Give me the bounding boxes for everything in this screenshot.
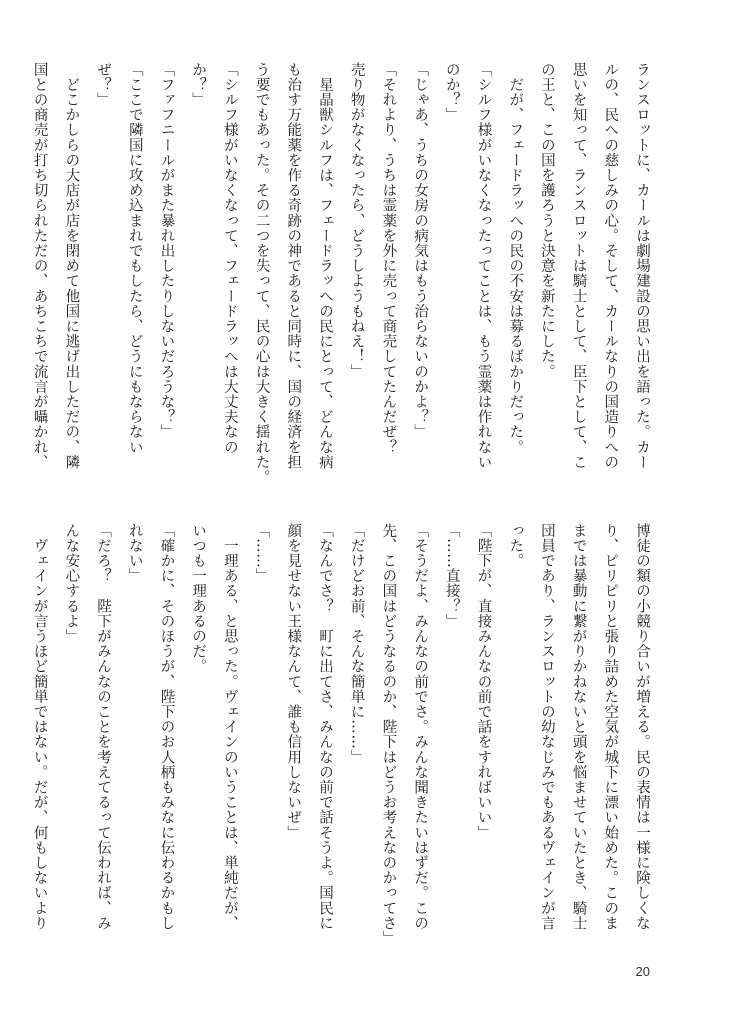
text-line: いつも一理あるのだ。: [190, 523, 207, 674]
text-line: 先、この国はどうなるのか、陛下はどうお考えなのかってさ」: [380, 523, 397, 946]
text-line: 博徒の類の小競り合いが増える。民の表情は一様に険しくな: [634, 523, 650, 931]
text-line: 「だけどお前、そんな簡単に……」: [348, 523, 365, 765]
text-line: 「ファフニールがまた暴れ出したりしないだろうな？」: [158, 62, 175, 440]
text-line: った。: [507, 523, 524, 569]
text-line: ヴェインが言うほど簡単ではない。だが、何もしないより: [31, 523, 48, 931]
text-line: ランスロットに、カールは劇場建設の思い出を語った。カー: [634, 62, 650, 470]
text-line: どこかしらの大店が店を閉めて他国に逃げ出しただの、隣: [63, 62, 80, 470]
text-line: 団員であり、ランスロットの幼なじみでもあるヴェインが言: [538, 523, 555, 931]
text-line: までは暴動に繋がりかねないと頭を悩ませていたとき、騎士: [570, 523, 587, 931]
text-line: 国との商売が打ち切られただの、あちこちで流言が囁かれ、: [31, 62, 48, 470]
text-line: 「シルフ様がいなくなって、フェードラッへは大丈夫なの: [221, 62, 238, 455]
text-line: だが、フェードラッへの民の不安は募るばかりだった。: [507, 62, 524, 455]
text-line: う要でもあった。その二つを失って、民の心は大きく揺れた。: [253, 62, 270, 485]
upper-text-block: [31, 62, 657, 492]
text-line: ぜ？」: [95, 62, 112, 108]
page-number: 20: [635, 964, 650, 979]
text-line: ルの、民への慈しみの心。そして、カールなりの国造りへの: [602, 62, 619, 470]
text-line: 売り物がなくなったら、どうしようもねえ！」: [348, 62, 365, 380]
lower-text-block: [31, 523, 657, 953]
text-line: 「ここで隣国に攻め込まれでもしたら、どうにもならない: [126, 62, 143, 455]
text-line: 「そうだよ、みんなの前でさ。みんな聞きたいはずだ。この: [412, 523, 429, 931]
text-line: も治す万能薬を作る奇跡の神であると同時に、国の経済を担: [285, 62, 302, 470]
text-line: 「なんでさ？ 町に出てさ、みんなの前で話そうよ。国民に: [316, 523, 333, 931]
text-line: 「……」: [253, 523, 270, 584]
text-line: 星晶獣シルフは、フェードラッへの民にとって、どんな病: [316, 62, 333, 470]
text-line: 「確かに、そのほうが、陛下のお人柄もみなに伝わるかもし: [158, 523, 175, 931]
text-line: 「それより、うちは霊薬を外に売って商売してたんだぜ？: [380, 62, 397, 455]
text-line: 「だろ？ 陛下がみんなのことを考えてるって伝われば、み: [95, 523, 112, 931]
text-line: れない」: [126, 523, 143, 584]
text-line: 「陛下が、直接みんなの前で話をすればいい」: [475, 523, 492, 841]
text-line: か？」: [190, 62, 207, 108]
text-line: 顔を見せない王様なんて、誰も信用しないぜ」: [285, 523, 302, 841]
text-line: んな安心するよ」: [63, 523, 80, 644]
text-line: 一理ある、と思った。ヴェインのいうことは、単純だが、: [221, 523, 238, 931]
text-line: 「じゃあ、うちの女房の病気はもう治らないのかよ？」: [412, 62, 429, 440]
text-line: 「シルフ様がいなくなったってことは、もう霊薬は作れない: [475, 62, 492, 470]
text-line: のか？」: [443, 62, 460, 123]
text-line: 思いを知って、ランスロットは騎士として、臣下として、こ: [570, 62, 587, 470]
text-line: の王と、この国を護ろうと決意を新たにした。: [538, 62, 555, 380]
text-line: り、ピリピリと張り詰めた空気が城下に漂い始めた。このま: [602, 523, 619, 931]
text-line: 「……直接？」: [443, 523, 460, 629]
